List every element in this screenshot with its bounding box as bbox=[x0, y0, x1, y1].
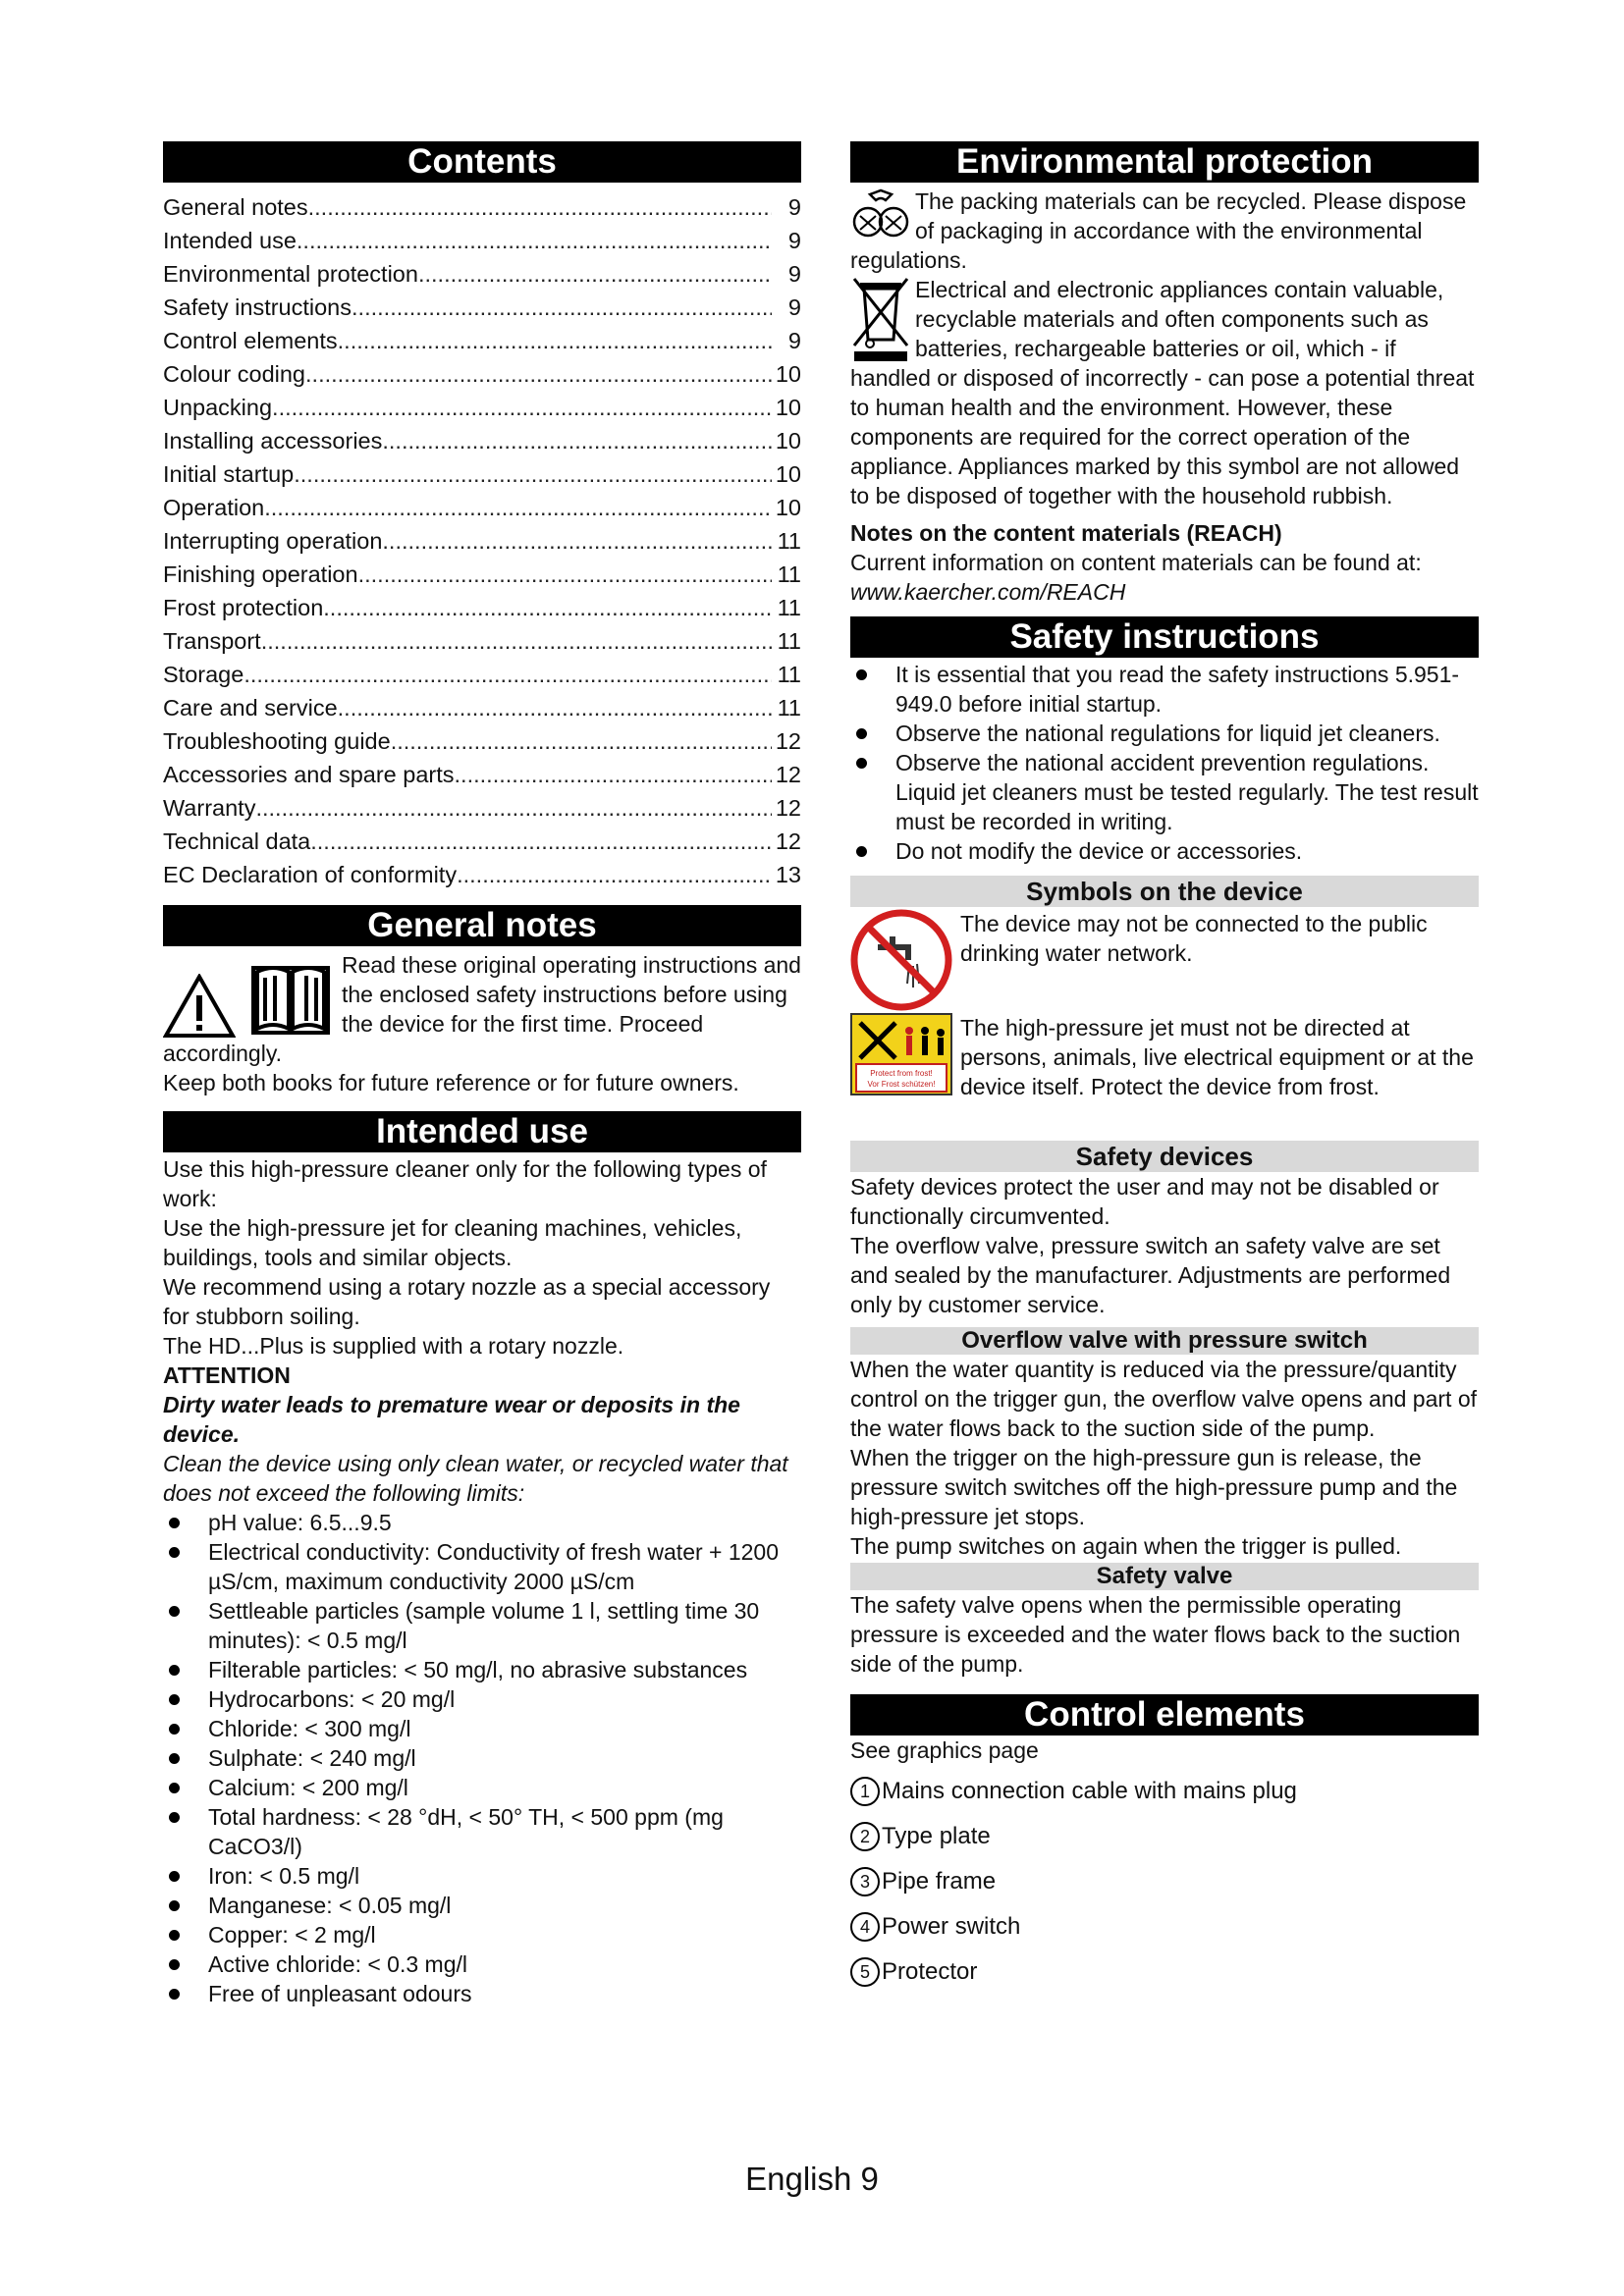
toc-row[interactable] bbox=[163, 190, 801, 224]
water-limit-item: Chloride: < 300 mg/l bbox=[163, 1714, 801, 1743]
water-limit-item: Filterable particles: < 50 mg/l, no abrasive substances bbox=[163, 1655, 801, 1684]
intended-use-p3: We recommend using a rotary nozzle as a special accessory for stubborn soiling. bbox=[163, 1274, 771, 1329]
symbol-2-row bbox=[850, 1013, 1479, 1131]
water-limit-item: Electrical conductivity: Conductivity of fresh water + 1200 µS/cm, maximum conductivity 2000 µS/cm bbox=[163, 1537, 801, 1596]
toc-leader bbox=[382, 524, 772, 558]
toc-page: 9 bbox=[787, 294, 801, 320]
left-column bbox=[163, 141, 801, 2008]
control-element-item bbox=[850, 1904, 1479, 1949]
table-of-contents bbox=[163, 190, 801, 891]
safety-heading: Safety instructions bbox=[850, 616, 1479, 658]
toc-row[interactable] bbox=[163, 491, 801, 524]
intended-use-p1: Use this high-pressure cleaner only for the following types of work: bbox=[163, 1156, 767, 1211]
toc-leader bbox=[358, 558, 772, 591]
toc-row[interactable] bbox=[163, 524, 801, 558]
toc-page: 12 bbox=[775, 828, 801, 854]
safety-devices-heading: Safety devices bbox=[850, 1141, 1479, 1172]
control-element-item bbox=[850, 1949, 1479, 1995]
toc-label: Finishing operation bbox=[163, 561, 358, 587]
toc-page: 12 bbox=[775, 762, 801, 787]
reach-link[interactable]: www.kaercher.com/REACH bbox=[850, 579, 1126, 605]
toc-leader bbox=[323, 591, 772, 624]
toc-leader bbox=[338, 691, 772, 724]
toc-page: 11 bbox=[777, 561, 801, 587]
toc-leader bbox=[310, 825, 772, 858]
water-limit-item: Iron: < 0.5 mg/l bbox=[163, 1861, 801, 1891]
toc-label: Intended use bbox=[163, 228, 297, 253]
right-column bbox=[850, 141, 1479, 1995]
control-elements-list bbox=[850, 1769, 1479, 1995]
toc-label: Unpacking bbox=[163, 395, 273, 420]
toc-row[interactable] bbox=[163, 558, 801, 591]
frost-label-en: Protect from frost! bbox=[870, 1069, 933, 1078]
control-intro: See graphics page bbox=[850, 1737, 1039, 1763]
control-element-item bbox=[850, 1859, 1479, 1904]
overflow-p1: When the water quantity is reduced via the pressure/quantity control on the trigger gun, the overflow valve opens and part of the water flows back to the suction side of the pump. bbox=[850, 1357, 1478, 1441]
toc-leader bbox=[261, 624, 772, 658]
toc-row[interactable] bbox=[163, 724, 801, 758]
toc-leader bbox=[305, 357, 772, 391]
overflow-p3: The pump switches on again when the trigger is pulled. bbox=[850, 1533, 1402, 1559]
item-number-badge: 3 bbox=[850, 1867, 880, 1896]
toc-label: Transport bbox=[163, 628, 261, 654]
water-limit-item: Settleable particles (sample volume 1 l, settling time 30 minutes): < 0.5 mg/l bbox=[163, 1596, 801, 1655]
intended-use-p2: Use the high-pressure jet for cleaning machines, vehicles, buildings, tools and similar objects. bbox=[163, 1215, 742, 1270]
item-number-badge: 4 bbox=[850, 1912, 880, 1942]
toc-row[interactable] bbox=[163, 624, 801, 658]
water-limit-item: Hydrocarbons: < 20 mg/l bbox=[163, 1684, 801, 1714]
toc-page: 10 bbox=[775, 428, 801, 454]
attention-note: Clean the device using only clean water, or recycled water that does not exceed the following limits: bbox=[163, 1451, 788, 1506]
environmental-section bbox=[850, 187, 1479, 607]
page-footer: English 9 bbox=[745, 2161, 879, 2197]
water-limits-list bbox=[163, 1508, 801, 2008]
safety-valve-p1: The safety valve opens when the permissible operating pressure is exceeded and the water flows back to the suction side of the pump. bbox=[850, 1592, 1461, 1677]
control-element-label: Pipe frame bbox=[882, 1868, 997, 1895]
water-limit-item: Copper: < 2 mg/l bbox=[163, 1920, 801, 1949]
toc-leader bbox=[297, 224, 772, 257]
control-element-label: Protector bbox=[882, 1958, 978, 1985]
toc-label: Storage bbox=[163, 662, 244, 687]
toc-label: Installing accessories bbox=[163, 428, 383, 454]
water-limit-item: Sulphate: < 240 mg/l bbox=[163, 1743, 801, 1773]
toc-page: 9 bbox=[787, 228, 801, 253]
toc-page: 13 bbox=[775, 862, 801, 887]
symbol-1-text: The device may not be connected to the public drinking water network. bbox=[960, 911, 1428, 966]
toc-label: Accessories and spare parts bbox=[163, 762, 455, 787]
toc-leader bbox=[455, 758, 772, 791]
toc-label: Operation bbox=[163, 495, 265, 520]
toc-label: Control elements bbox=[163, 328, 338, 353]
toc-label: Environmental protection bbox=[163, 261, 418, 287]
toc-row[interactable] bbox=[163, 591, 801, 624]
toc-label: Care and service bbox=[163, 695, 338, 721]
toc-label: EC Declaration of conformity bbox=[163, 862, 458, 887]
frost-label-de: Vor Frost schützen! bbox=[867, 1080, 936, 1089]
toc-row[interactable] bbox=[163, 691, 801, 724]
control-element-item bbox=[850, 1769, 1479, 1814]
toc-leader bbox=[244, 658, 772, 691]
toc-leader bbox=[382, 424, 772, 457]
toc-row[interactable] bbox=[163, 457, 801, 491]
toc-row[interactable] bbox=[163, 257, 801, 291]
toc-row[interactable] bbox=[163, 791, 801, 825]
weee-bin-icon bbox=[850, 275, 911, 363]
general-notes-p2: Keep both books for future reference or for future owners. bbox=[163, 1070, 739, 1095]
toc-row[interactable] bbox=[163, 758, 801, 791]
contents-heading: Contents bbox=[163, 141, 801, 183]
safety-item: It is essential that you read the safety instructions 5.951-949.0 before initial startup. bbox=[850, 660, 1479, 719]
general-notes-p1: Read these original operating instructions and the enclosed safety instructions before using the device for the first time. Proceed accordingly. bbox=[163, 952, 801, 1066]
toc-leader bbox=[294, 457, 772, 491]
toc-row[interactable] bbox=[163, 224, 801, 257]
toc-page: 12 bbox=[775, 795, 801, 821]
toc-leader bbox=[255, 791, 772, 825]
safety-list bbox=[850, 660, 1479, 866]
water-limit-item: Calcium: < 200 mg/l bbox=[163, 1773, 801, 1802]
toc-leader bbox=[308, 190, 772, 224]
water-limit-item: Active chloride: < 0.3 mg/l bbox=[163, 1949, 801, 1979]
water-limit-item: Total hardness: < 28 °dH, < 50° TH, < 500 ppm (mg CaCO3/l) bbox=[163, 1802, 801, 1861]
water-limit-item: Free of unpleasant odours bbox=[163, 1979, 801, 2008]
toc-leader bbox=[264, 491, 772, 524]
toc-label: General notes bbox=[163, 194, 308, 220]
toc-leader bbox=[338, 324, 772, 357]
toc-label: Warranty bbox=[163, 795, 256, 821]
toc-page: 11 bbox=[777, 528, 801, 554]
toc-page: 9 bbox=[787, 261, 801, 287]
attention-warning: Dirty water leads to premature wear or deposits in the device. bbox=[163, 1392, 740, 1447]
toc-row[interactable] bbox=[163, 357, 801, 391]
control-element-label: Type plate bbox=[882, 1823, 991, 1849]
overflow-heading: Overflow valve with pressure switch bbox=[850, 1327, 1479, 1355]
item-number-badge: 1 bbox=[850, 1777, 880, 1806]
general-notes-section bbox=[163, 950, 801, 1097]
toc-label: Frost protection bbox=[163, 595, 324, 620]
control-elements-heading: Control elements bbox=[850, 1694, 1479, 1735]
no-drinking-water-icon bbox=[850, 909, 952, 1011]
toc-page: 10 bbox=[775, 395, 801, 420]
intended-use-section bbox=[163, 1154, 801, 2008]
safety-devices-p1: Safety devices protect the user and may not be disabled or functionally circumvented. bbox=[850, 1174, 1439, 1229]
toc-row[interactable] bbox=[163, 291, 801, 324]
toc-page: 12 bbox=[775, 728, 801, 754]
environmental-heading: Environmental protection bbox=[850, 141, 1479, 183]
safety-item: Observe the national regulations for liquid jet cleaners. bbox=[850, 719, 1479, 748]
toc-row[interactable] bbox=[163, 324, 801, 357]
toc-leader bbox=[457, 858, 772, 891]
toc-label: Interrupting operation bbox=[163, 528, 383, 554]
item-number-badge: 5 bbox=[850, 1957, 880, 1987]
toc-row[interactable] bbox=[163, 391, 801, 424]
toc-label: Troubleshooting guide bbox=[163, 728, 391, 754]
toc-leader bbox=[352, 291, 772, 324]
toc-row[interactable] bbox=[163, 858, 801, 891]
safety-item: Do not modify the device or accessories. bbox=[850, 836, 1479, 866]
toc-row[interactable] bbox=[163, 658, 801, 691]
environmental-p1: The packing materials can be recycled. Please dispose of packaging in accordance with the environmental regulations. bbox=[850, 188, 1467, 273]
symbols-heading: Symbols on the device bbox=[850, 876, 1479, 907]
control-element-label: Power switch bbox=[882, 1913, 1021, 1940]
toc-page: 11 bbox=[777, 595, 801, 620]
toc-row[interactable] bbox=[163, 424, 801, 457]
water-limit-item: Manganese: < 0.05 mg/l bbox=[163, 1891, 801, 1920]
reach-text: Current information on content materials can be found at: www.kaercher.com/REACH bbox=[850, 550, 1422, 605]
environmental-p2: Electrical and electronic appliances contain valuable, recyclable materials and often components such as batteries, rechargeable batteries or oil, which - if handled or disposed of incorrectly - can pose a potential threat to human health and the environment. However, these components are required for the correct operation of the appliance. Appliances marked by this symbol are not allowed to be disposed of together with the household rubbish. bbox=[850, 277, 1475, 508]
toc-page: 10 bbox=[775, 361, 801, 387]
toc-page: 9 bbox=[787, 328, 801, 353]
toc-label: Technical data bbox=[163, 828, 311, 854]
manual-book-icon bbox=[249, 960, 332, 1039]
symbol-1-row bbox=[850, 909, 1479, 1007]
recycling-icon bbox=[850, 187, 911, 243]
attention-label: ATTENTION bbox=[163, 1362, 291, 1388]
toc-page: 11 bbox=[777, 628, 801, 654]
safety-valve-heading: Safety valve bbox=[850, 1563, 1479, 1590]
reach-heading: Notes on the content materials (REACH) bbox=[850, 520, 1282, 546]
safety-item: Observe the national accident prevention regulations. Liquid jet cleaners must be tested regularly. The test result must be recorded in writing. bbox=[850, 748, 1479, 836]
toc-page: 10 bbox=[775, 495, 801, 520]
toc-label: Colour coding bbox=[163, 361, 306, 387]
toc-row[interactable] bbox=[163, 825, 801, 858]
toc-page: 10 bbox=[775, 461, 801, 487]
toc-page: 11 bbox=[777, 695, 801, 721]
toc-label: Safety instructions bbox=[163, 294, 352, 320]
toc-page: 11 bbox=[777, 662, 801, 687]
item-number-badge: 2 bbox=[850, 1822, 880, 1851]
control-element-item bbox=[850, 1814, 1479, 1859]
intended-use-heading: Intended use bbox=[163, 1111, 801, 1152]
water-limit-item: pH value: 6.5...9.5 bbox=[163, 1508, 801, 1537]
warning-triangle-icon bbox=[163, 974, 236, 1039]
no-jet-frost-icon bbox=[850, 1013, 952, 1095]
toc-leader bbox=[418, 257, 772, 291]
toc-label: Initial startup bbox=[163, 461, 295, 487]
overflow-p2: When the trigger on the high-pressure gun is release, the pressure switch switches off the high-pressure pump and the high-pressure jet stops. bbox=[850, 1445, 1458, 1529]
control-element-label: Mains connection cable with mains plug bbox=[882, 1778, 1297, 1804]
safety-devices-p2: The overflow valve, pressure switch an safety valve are set and sealed by the manufacturer. Adjustments are performed only by customer service. bbox=[850, 1233, 1451, 1317]
general-notes-heading: General notes bbox=[163, 905, 801, 946]
toc-page: 9 bbox=[787, 194, 801, 220]
toc-leader bbox=[391, 724, 772, 758]
symbol-2-text: The high-pressure jet must not be directed at persons, animals, live electrical equipment or at the device itself. Protect the device from frost. bbox=[960, 1015, 1474, 1099]
toc-leader bbox=[272, 391, 772, 424]
intended-use-p4: The HD...Plus is supplied with a rotary nozzle. bbox=[163, 1333, 624, 1359]
